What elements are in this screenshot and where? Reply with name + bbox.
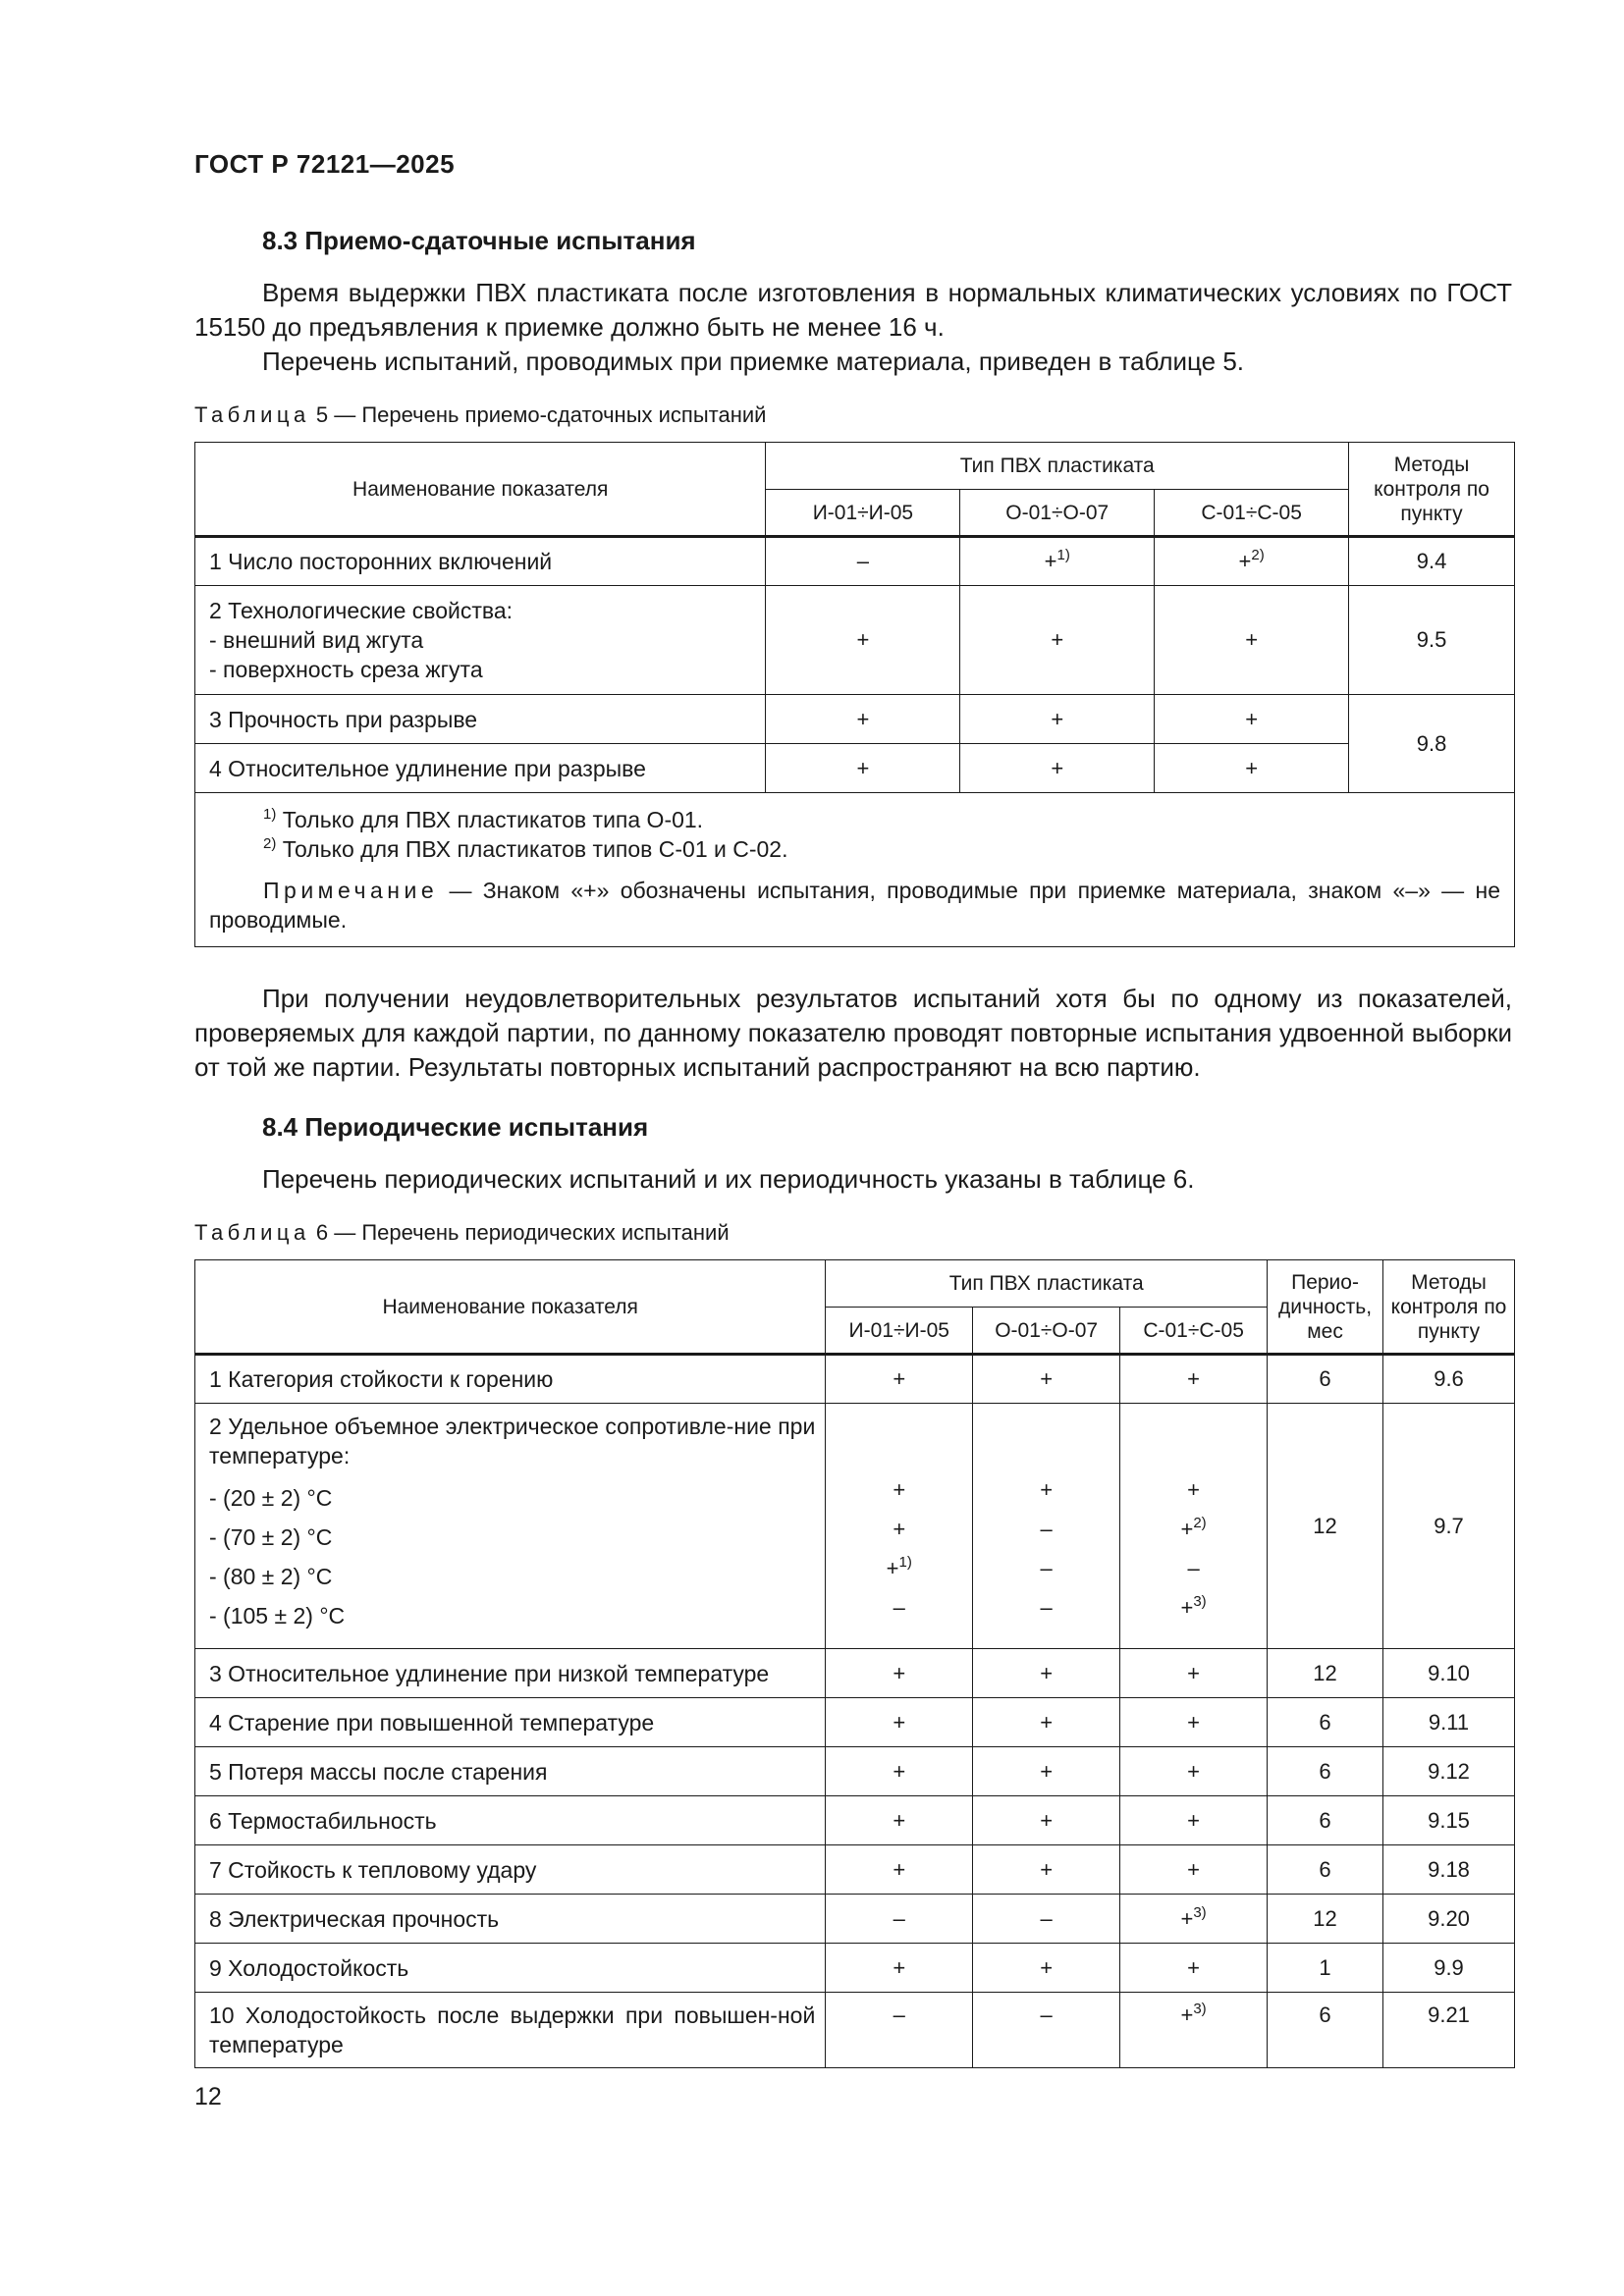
t5-row4-v3: + bbox=[1155, 744, 1349, 793]
t5-header-name: Наименование показателя bbox=[195, 443, 766, 537]
document-code: ГОСТ Р 72121—2025 bbox=[194, 149, 456, 179]
t6-row3-v1: + bbox=[826, 1649, 973, 1698]
table5-caption: Таблица 5 — Перечень приемо-сдаточных испытаний bbox=[194, 402, 767, 427]
t5-row2-v2: + bbox=[960, 586, 1155, 695]
t6-row7-v1: + bbox=[826, 1845, 973, 1895]
t6-row2-col3: + +$^{2)}$ – +$^{3)}$ bbox=[1120, 1404, 1268, 1649]
t5-header-type-1: И-01÷И-05 bbox=[766, 490, 960, 537]
section-8-3-title: 8.3 Приемо-сдаточные испытания bbox=[262, 226, 696, 255]
t6-row6-period: 6 bbox=[1268, 1796, 1383, 1845]
t6-row8-v2: – bbox=[973, 1895, 1120, 1944]
t6-header-methods: Методы контроля по пункту bbox=[1383, 1260, 1515, 1355]
table6 bbox=[194, 1259, 1515, 2068]
t6-row8-name: 8 Электрическая прочность bbox=[195, 1895, 826, 1944]
t6-header-type-1: И-01÷И-05 bbox=[826, 1308, 973, 1355]
t6-row5-v2: + bbox=[973, 1747, 1120, 1796]
page-number: 12 bbox=[194, 2083, 222, 2110]
t5-row2-name: 2 Технологические свойства: - внешний вид жгута - поверхность среза жгута bbox=[195, 586, 766, 695]
t6-row9-period: 1 bbox=[1268, 1944, 1383, 1993]
t6-row2-col1: + + +$^{1)}$ – bbox=[826, 1404, 973, 1649]
t6-row2-col2: + – – – bbox=[973, 1404, 1120, 1649]
t6-row6-method: 9.15 bbox=[1383, 1796, 1515, 1845]
t6-row8-v1: – bbox=[826, 1895, 973, 1944]
t6-row7-period: 6 bbox=[1268, 1845, 1383, 1895]
t5-row3-4-method: 9.8 bbox=[1349, 695, 1515, 793]
table6-caption: Таблица 6 — Перечень периодических испытаний bbox=[194, 1220, 730, 1245]
t6-row4-method: 9.11 bbox=[1383, 1698, 1515, 1747]
t5-row4-v1: + bbox=[766, 744, 960, 793]
t6-remaining-rows bbox=[195, 1649, 1515, 2068]
t6-row7-name: 7 Стойкость к тепловому удару bbox=[195, 1845, 826, 1895]
t6-row4-v2: + bbox=[973, 1698, 1120, 1747]
table-row bbox=[195, 1993, 1515, 2068]
t6-row3-name: 3 Относительное удлинение при низкой температуре bbox=[195, 1649, 826, 1698]
table-row bbox=[195, 1845, 1515, 1895]
t6-row5-v1: + bbox=[826, 1747, 973, 1796]
t6-row4-period: 6 bbox=[1268, 1698, 1383, 1747]
table-row bbox=[195, 1944, 1515, 1993]
t6-row2-period: 12 bbox=[1268, 1404, 1383, 1649]
t5-row1-v1: – bbox=[766, 537, 960, 586]
t5-row2-method: 9.5 bbox=[1349, 586, 1515, 695]
t6-row2-name: 2 Удельное объемное электрическое сопротивле-ние при температуре: - (20 ± 2) °С - (70 ± 2) °С - (80 ± 2) °С - (105 ± 2) °С bbox=[195, 1404, 826, 1649]
t6-row9-v3: + bbox=[1120, 1944, 1268, 1993]
t5-row1-v3: +$^{2)}$ bbox=[1155, 537, 1349, 586]
t6-row3-method: 9.10 bbox=[1383, 1649, 1515, 1698]
t6-row10-name: 10 Холодостойкость после выдержки при повышен-ной температуре bbox=[195, 1993, 826, 2068]
t6-row1-v3: + bbox=[1120, 1355, 1268, 1404]
t6-row4-v3: + bbox=[1120, 1698, 1268, 1747]
t6-row3-v2: + bbox=[973, 1649, 1120, 1698]
t6-header-type-3: С-01÷С-05 bbox=[1120, 1308, 1268, 1355]
t5-footnotes bbox=[195, 793, 1515, 947]
t6-row2-method: 9.7 bbox=[1383, 1404, 1515, 1649]
t5-footnote-2: $^{2)}$ Только для ПВХ пластикатов типов С-01 и С-02. bbox=[263, 835, 788, 862]
table5 bbox=[194, 442, 1515, 947]
t5-row2-v3: + bbox=[1155, 586, 1349, 695]
t5-row1-method: 9.4 bbox=[1349, 537, 1515, 586]
table-row bbox=[195, 1649, 1515, 1698]
t5-note: Примечание — Знаком «+» обозначены испытания, проводимые при приемке материала, знаком «–» — не проводимые. bbox=[209, 878, 1500, 933]
table-row bbox=[195, 695, 1515, 744]
t5-footnote-1: $^{1)}$ Только для ПВХ пластикатов типа О-01. bbox=[263, 806, 704, 832]
t6-row6-v2: + bbox=[973, 1796, 1120, 1845]
t6-row4-name: 4 Старение при повышенной температуре bbox=[195, 1698, 826, 1747]
table-row bbox=[195, 1895, 1515, 1944]
after-table5-para: При получении неудовлетворительных результатов испытаний хотя бы по одному из показателей, проверяемых для каждой партии, по данному показателю проводят повторные испытания удвоенной выборки от той же партии. Результаты повторных испытаний распространяют на всю партию. bbox=[194, 984, 1512, 1082]
t6-row9-v2: + bbox=[973, 1944, 1120, 1993]
t5-row1-v2-footnote: 1) bbox=[1056, 547, 1070, 563]
t6-row5-v3: + bbox=[1120, 1747, 1268, 1796]
t5-header-type-2: О-01÷О-07 bbox=[960, 490, 1155, 537]
table-row bbox=[195, 537, 1515, 586]
t6-row6-v3: + bbox=[1120, 1796, 1268, 1845]
t6-row9-name: 9 Холодостойкость bbox=[195, 1944, 826, 1993]
table-row bbox=[195, 1355, 1515, 1404]
t6-header-name: Наименование показателя bbox=[195, 1260, 826, 1355]
t6-row1-name: 1 Категория стойкости к горению bbox=[195, 1355, 826, 1404]
table-row bbox=[195, 744, 1515, 793]
t5-row3-v1: + bbox=[766, 695, 960, 744]
section-8-3-para1: Время выдержки ПВХ пластиката после изготовления в нормальных климатических условиях по ГОСТ 15150 до предъявления к приемке должно быть не менее 16 ч. bbox=[194, 278, 1512, 342]
t5-row1-name: 1 Число посторонних включений bbox=[195, 537, 766, 586]
t5-footnotes-row bbox=[195, 793, 1515, 947]
table-row bbox=[195, 1796, 1515, 1845]
t6-row3-v3: + bbox=[1120, 1649, 1268, 1698]
t6-row10-v1: – bbox=[826, 1993, 973, 2068]
section-8-4-para: Перечень периодических испытаний и их периодичность указаны в таблице 6. bbox=[262, 1164, 1195, 1194]
t6-row6-name: 6 Термостабильность bbox=[195, 1796, 826, 1845]
t6-header-type-group: Тип ПВХ пластиката bbox=[826, 1260, 1268, 1308]
t6-row10-method: 9.21 bbox=[1383, 1993, 1515, 2068]
section-8-4-title: 8.4 Периодические испытания bbox=[262, 1112, 649, 1142]
t6-row1-v1: + bbox=[826, 1355, 973, 1404]
t6-row1-method: 9.6 bbox=[1383, 1355, 1515, 1404]
t5-row2-v1: + bbox=[766, 586, 960, 695]
t6-row7-v2: + bbox=[973, 1845, 1120, 1895]
table-row bbox=[195, 1747, 1515, 1796]
t6-row1-period: 6 bbox=[1268, 1355, 1383, 1404]
table-row bbox=[195, 586, 1515, 695]
t5-row3-v3: + bbox=[1155, 695, 1349, 744]
t6-row10-v3: +$^{3)}$ bbox=[1120, 1993, 1268, 2068]
t6-row9-v1: + bbox=[826, 1944, 973, 1993]
t5-row1-v2: +$^{1)}$ bbox=[960, 537, 1155, 586]
t6-row9-method: 9.9 bbox=[1383, 1944, 1515, 1993]
t6-row6-v1: + bbox=[826, 1796, 973, 1845]
t5-header-type-group: Тип ПВХ пластиката bbox=[766, 443, 1349, 490]
t6-row8-v3: +$^{3)}$ bbox=[1120, 1895, 1268, 1944]
table-row bbox=[195, 1698, 1515, 1747]
t6-row10-period: 6 bbox=[1268, 1993, 1383, 2068]
t6-row5-period: 6 bbox=[1268, 1747, 1383, 1796]
t5-row4-v2: + bbox=[960, 744, 1155, 793]
t6-row3-period: 12 bbox=[1268, 1649, 1383, 1698]
t5-row4-name: 4 Относительное удлинение при разрыве bbox=[195, 744, 766, 793]
table-row bbox=[195, 1404, 1515, 1649]
t6-row4-v1: + bbox=[826, 1698, 973, 1747]
t6-row1-v2: + bbox=[973, 1355, 1120, 1404]
t5-header-methods: Методы контроля по пункту bbox=[1349, 443, 1515, 537]
t6-row7-v3: + bbox=[1120, 1845, 1268, 1895]
t6-header-period: Перио-дичность, мес bbox=[1268, 1260, 1383, 1355]
t6-row7-method: 9.18 bbox=[1383, 1845, 1515, 1895]
t6-header-type-2: О-01÷О-07 bbox=[973, 1308, 1120, 1355]
t5-row3-name: 3 Прочность при разрыве bbox=[195, 695, 766, 744]
t6-row8-period: 12 bbox=[1268, 1895, 1383, 1944]
t6-row5-method: 9.12 bbox=[1383, 1747, 1515, 1796]
t5-row1-v3-footnote: 2) bbox=[1251, 547, 1265, 563]
section-8-3-para2: Перечень испытаний, проводимых при приемке материала, приведен в таблице 5. bbox=[262, 347, 1245, 376]
t6-row10-v2: – bbox=[973, 1993, 1120, 2068]
t6-row8-method: 9.20 bbox=[1383, 1895, 1515, 1944]
t5-row3-v2: + bbox=[960, 695, 1155, 744]
t6-row5-name: 5 Потеря массы после старения bbox=[195, 1747, 826, 1796]
t5-header-type-3: С-01÷С-05 bbox=[1155, 490, 1349, 537]
